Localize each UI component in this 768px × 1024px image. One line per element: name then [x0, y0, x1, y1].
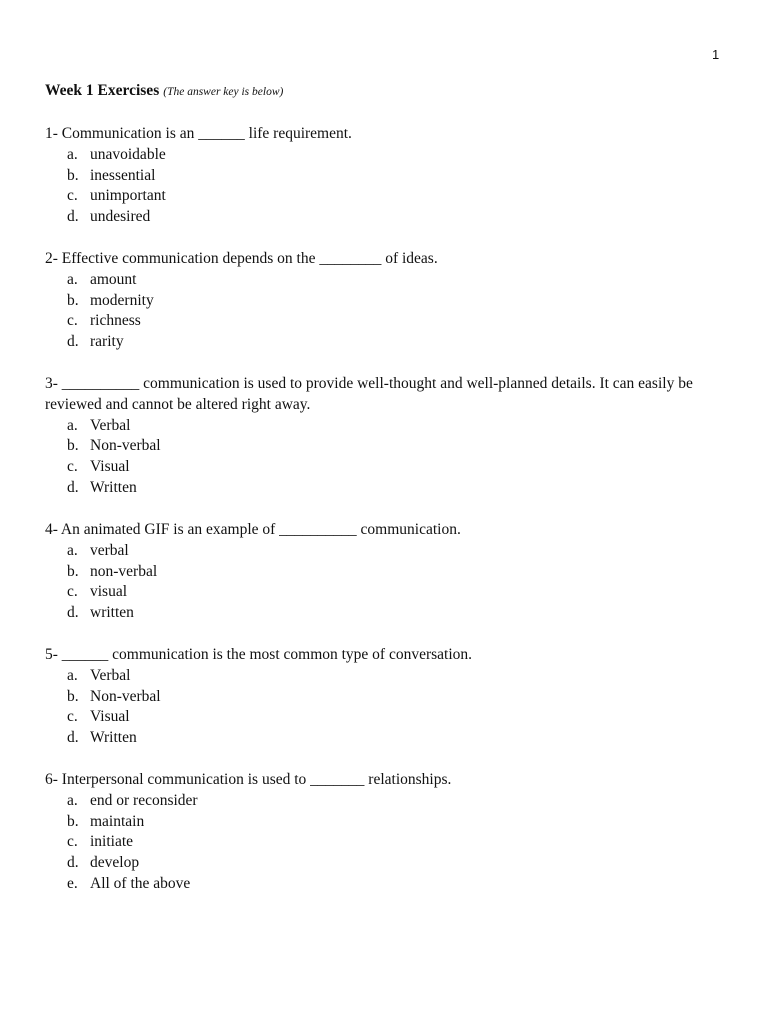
option-list [45, 791, 735, 895]
question-4 [45, 520, 735, 624]
option-letter: d. [67, 208, 79, 226]
option-b [45, 291, 735, 312]
option-text: Non-verbal [90, 437, 161, 455]
option-d [45, 332, 735, 353]
option-text: written [90, 604, 134, 622]
option-letter: b. [67, 166, 79, 184]
option-text: richness [90, 312, 141, 330]
option-list [45, 416, 735, 499]
option-text: maintain [90, 812, 145, 830]
option-text: initiate [90, 833, 134, 851]
option-text: amount [90, 270, 137, 288]
option-letter: a. [67, 541, 78, 559]
option-letter: c. [67, 458, 78, 476]
option-letter: d. [67, 478, 79, 496]
option-letter: c. [67, 583, 78, 601]
option-c [45, 186, 735, 207]
option-letter: c. [67, 833, 78, 851]
question-text: 2- Effective communication depends on the ________ of ideas. [45, 250, 438, 267]
option-text: Visual [90, 458, 130, 476]
option-letter: b. [67, 812, 79, 830]
option-text: All of the above [90, 874, 191, 892]
question-3 [45, 374, 735, 499]
option-text: Written [90, 729, 137, 747]
option-e [45, 874, 735, 895]
option-letter: e. [67, 874, 78, 892]
option-text: modernity [90, 291, 154, 309]
option-a [45, 791, 735, 812]
option-letter: d. [67, 729, 79, 747]
option-letter: a. [67, 145, 78, 163]
option-d [45, 853, 735, 874]
option-b [45, 687, 735, 708]
option-text: verbal [90, 541, 129, 559]
option-letter: d. [67, 333, 79, 351]
option-b [45, 562, 735, 583]
question-text: 4- An animated GIF is an example of __________ communication. [45, 521, 461, 538]
option-letter: c. [67, 708, 78, 726]
question-1 [45, 124, 735, 228]
option-d [45, 207, 735, 228]
option-d [45, 728, 735, 749]
option-letter: b. [67, 562, 79, 580]
question-2 [45, 249, 735, 353]
option-c [45, 311, 735, 332]
option-text: rarity [90, 333, 124, 351]
option-letter: b. [67, 687, 79, 705]
option-b [45, 436, 735, 457]
option-letter: d. [67, 604, 79, 622]
option-letter: c. [67, 187, 78, 205]
option-a [45, 416, 735, 437]
option-letter: a. [67, 270, 78, 288]
option-letter: b. [67, 291, 79, 309]
option-text: develop [90, 854, 140, 872]
option-a [45, 270, 735, 291]
option-a [45, 666, 735, 687]
question-5 [45, 645, 735, 749]
option-letter: a. [67, 666, 78, 684]
question-text: 1- Communication is an ______ life requirement. [45, 125, 352, 142]
option-text: Non-verbal [90, 687, 161, 705]
option-list [45, 145, 735, 228]
question-6 [45, 770, 735, 895]
option-b [45, 166, 735, 187]
option-letter: a. [67, 791, 78, 809]
option-text: undesired [90, 208, 151, 226]
option-text: visual [90, 583, 128, 601]
option-text: unavoidable [90, 145, 166, 163]
option-d [45, 603, 735, 624]
option-letter: a. [67, 416, 78, 434]
option-list [45, 541, 735, 624]
option-letter: d. [67, 854, 79, 872]
exercise-heading [45, 82, 283, 101]
option-list [45, 270, 735, 353]
option-letter: c. [67, 312, 78, 330]
option-d [45, 478, 735, 499]
option-text: unimportant [90, 187, 166, 205]
heading-title: Week 1 Exercises [45, 82, 160, 99]
option-b [45, 812, 735, 833]
option-c [45, 832, 735, 853]
question-text: 5- ______ communication is the most common type of conversation. [45, 646, 473, 663]
question-text: 6- Interpersonal communication is used to _______ relationships. [45, 771, 452, 788]
option-a [45, 145, 735, 166]
option-text: Verbal [90, 416, 131, 434]
option-text: Written [90, 478, 137, 496]
option-c [45, 457, 735, 478]
option-text: Verbal [90, 666, 131, 684]
option-a [45, 541, 735, 562]
option-letter: b. [67, 437, 79, 455]
heading-note: (The answer key is below) [163, 86, 284, 98]
option-text: non-verbal [90, 562, 158, 580]
question-text: 3- __________ communication is used to provide well-thought and well-planned details. It can easily be reviewed and cannot be altered right away. [45, 375, 693, 413]
page-number: 1 [712, 47, 720, 62]
option-text: end or reconsider [90, 791, 198, 809]
option-text: inessential [90, 166, 156, 184]
option-list [45, 666, 735, 749]
option-c [45, 582, 735, 603]
option-c [45, 707, 735, 728]
option-text: Visual [90, 708, 130, 726]
